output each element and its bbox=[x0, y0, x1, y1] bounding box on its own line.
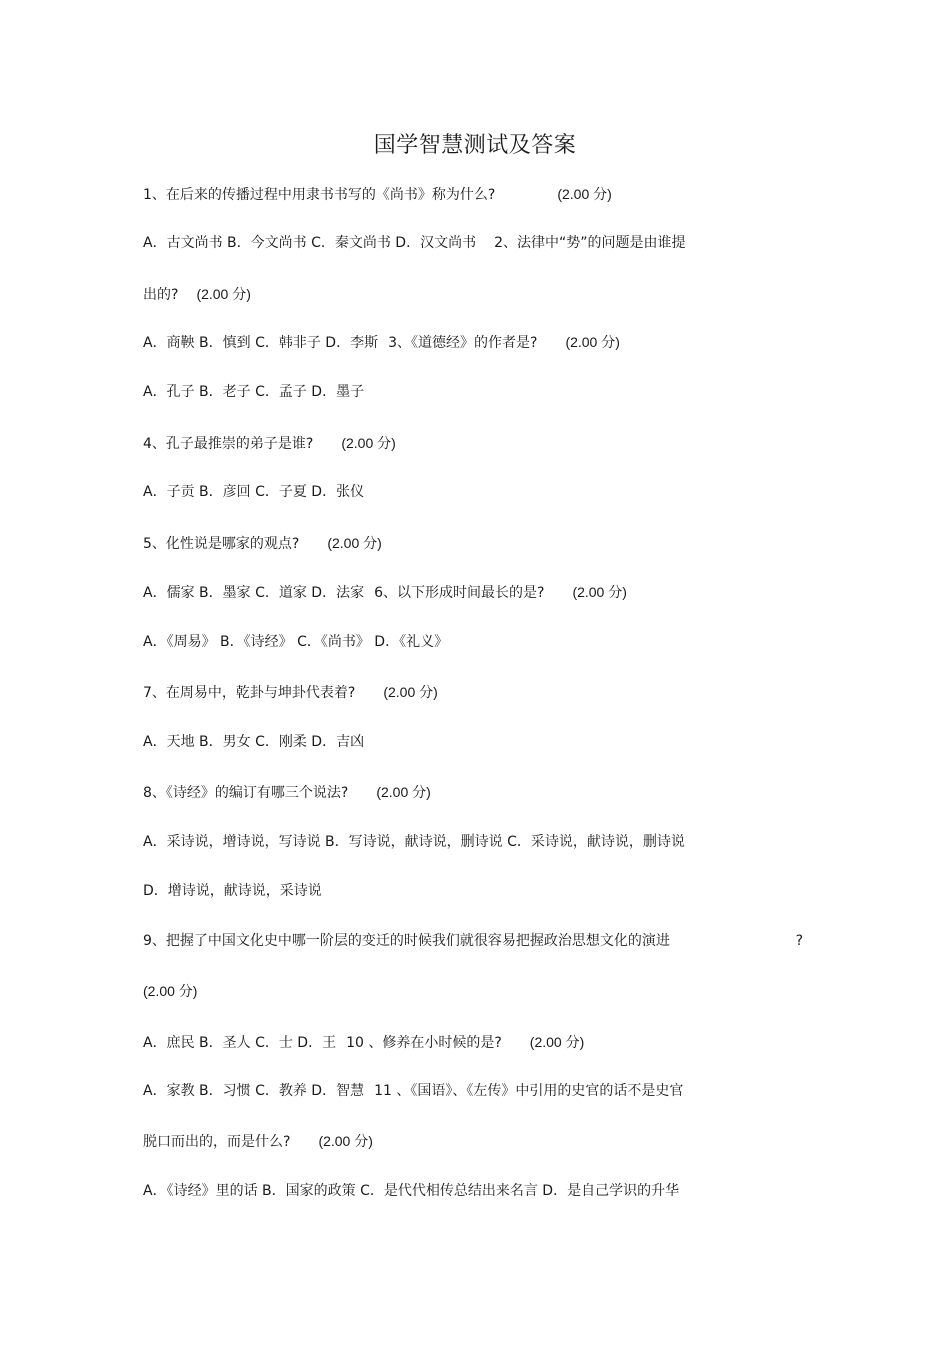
options-text: A．儒家 B．墨家 C．道家 D．法家 bbox=[143, 585, 365, 601]
question-text: 5、化性说是哪家的观点? bbox=[143, 536, 300, 552]
question-4 bbox=[143, 433, 803, 454]
options-text: A．《周易》 B．《诗经》 C．《尚书》 D．《礼义》 bbox=[143, 634, 449, 650]
question-10-options bbox=[143, 1081, 803, 1101]
question-11-start: 11 、《国语》、《左传》中引用的史官的话不是史官 bbox=[374, 1083, 684, 1099]
question-text: 7、在周易中，乾卦与坤卦代表着? bbox=[143, 685, 356, 701]
question-score: (2.00 分) bbox=[557, 186, 612, 202]
question-6-options bbox=[143, 632, 803, 652]
question-8-options-cont bbox=[143, 881, 803, 901]
options-text: A．庶民 B．圣人 C．士 D．王 bbox=[143, 1035, 337, 1051]
question-11-options bbox=[143, 1181, 803, 1201]
question-score: (2.00 分) bbox=[572, 584, 627, 600]
question-text: 9、把握了中国文化史中哪一阶层的变迁的时候我们就很容易把握政治思想文化的演进 bbox=[143, 933, 670, 949]
question-2 bbox=[143, 284, 803, 305]
question-text: 1、在后来的传播过程中用隶书书写的《尚书》称为什么? bbox=[143, 187, 496, 203]
question-3: 3、《道德经》的作者是? bbox=[388, 335, 538, 351]
options-text: A．《诗经》里的话 B．国家的政策 C．是代代相传总结出来名言 D．是自己学识的升华 bbox=[143, 1183, 680, 1199]
question-5-options bbox=[143, 582, 803, 603]
question-text: 8、《诗经》的编订有哪三个说法? bbox=[143, 785, 349, 801]
question-score: (2.00 分) bbox=[565, 334, 620, 350]
question-10: 10 、修养在小时候的是? bbox=[346, 1035, 502, 1051]
options-text: A．天地 B．男女 C．刚柔 D．吉凶 bbox=[143, 734, 365, 750]
question-9-score-line bbox=[143, 981, 803, 1002]
question-2-start: 2、法律中“势”的问题是由谁提 bbox=[494, 235, 686, 251]
options-text: A．商鞅 B．慎到 C．韩非子 D．李斯 bbox=[143, 335, 379, 351]
question-8-options bbox=[143, 832, 803, 852]
question-9-options bbox=[143, 1032, 803, 1053]
question-score: (2.00 分) bbox=[327, 535, 382, 551]
question-score: (2.00 分) bbox=[383, 684, 438, 700]
options-text: A．家教 B．习惯 C．教养 D．智慧 bbox=[143, 1083, 365, 1099]
question-6: 6、以下形成时间最长的是? bbox=[374, 585, 545, 601]
options-text: D．增诗说，献诗说，采诗说 bbox=[143, 883, 322, 899]
question-score: (2.00 分) bbox=[341, 435, 396, 451]
question-text: 脱口而出的，而是什么? bbox=[143, 1134, 291, 1150]
options-text: A．子贡 B．彦回 C．子夏 D．张仪 bbox=[143, 484, 365, 500]
question-1 bbox=[143, 184, 803, 205]
question-5 bbox=[143, 533, 803, 554]
question-text: 4、孔子最推崇的弟子是谁? bbox=[143, 436, 314, 452]
question-score: (2.00 分) bbox=[318, 1133, 373, 1149]
question-4-options bbox=[143, 482, 803, 502]
question-2-options bbox=[143, 332, 803, 353]
question-9 bbox=[143, 931, 803, 951]
question-score: (2.00 分) bbox=[529, 1034, 585, 1050]
question-score: (2.00 分) bbox=[196, 286, 251, 302]
options-text: A．孔子 B．老子 C．孟子 D．墨子 bbox=[143, 384, 365, 400]
options-text: A．古文尚书 B．今文尚书 C．秦文尚书 D．汉文尚书 bbox=[143, 235, 477, 251]
question-text: 出的? bbox=[143, 287, 179, 303]
question-7 bbox=[143, 682, 803, 703]
question-8 bbox=[143, 782, 803, 803]
question-11 bbox=[143, 1131, 803, 1152]
question-7-options bbox=[143, 732, 803, 752]
question-3-options bbox=[143, 382, 803, 402]
question-score: (2.00 分) bbox=[376, 784, 431, 800]
question-1-options bbox=[143, 233, 803, 253]
question-score: (2.00 分) bbox=[143, 983, 198, 999]
page-title: 国学智慧测试及答案 bbox=[373, 133, 577, 158]
question-mark: ? bbox=[795, 933, 803, 949]
options-text: A．采诗说，增诗说，写诗说 B．写诗说，献诗说，删诗说 C．采诗说，献诗说，删诗说 bbox=[143, 834, 685, 850]
